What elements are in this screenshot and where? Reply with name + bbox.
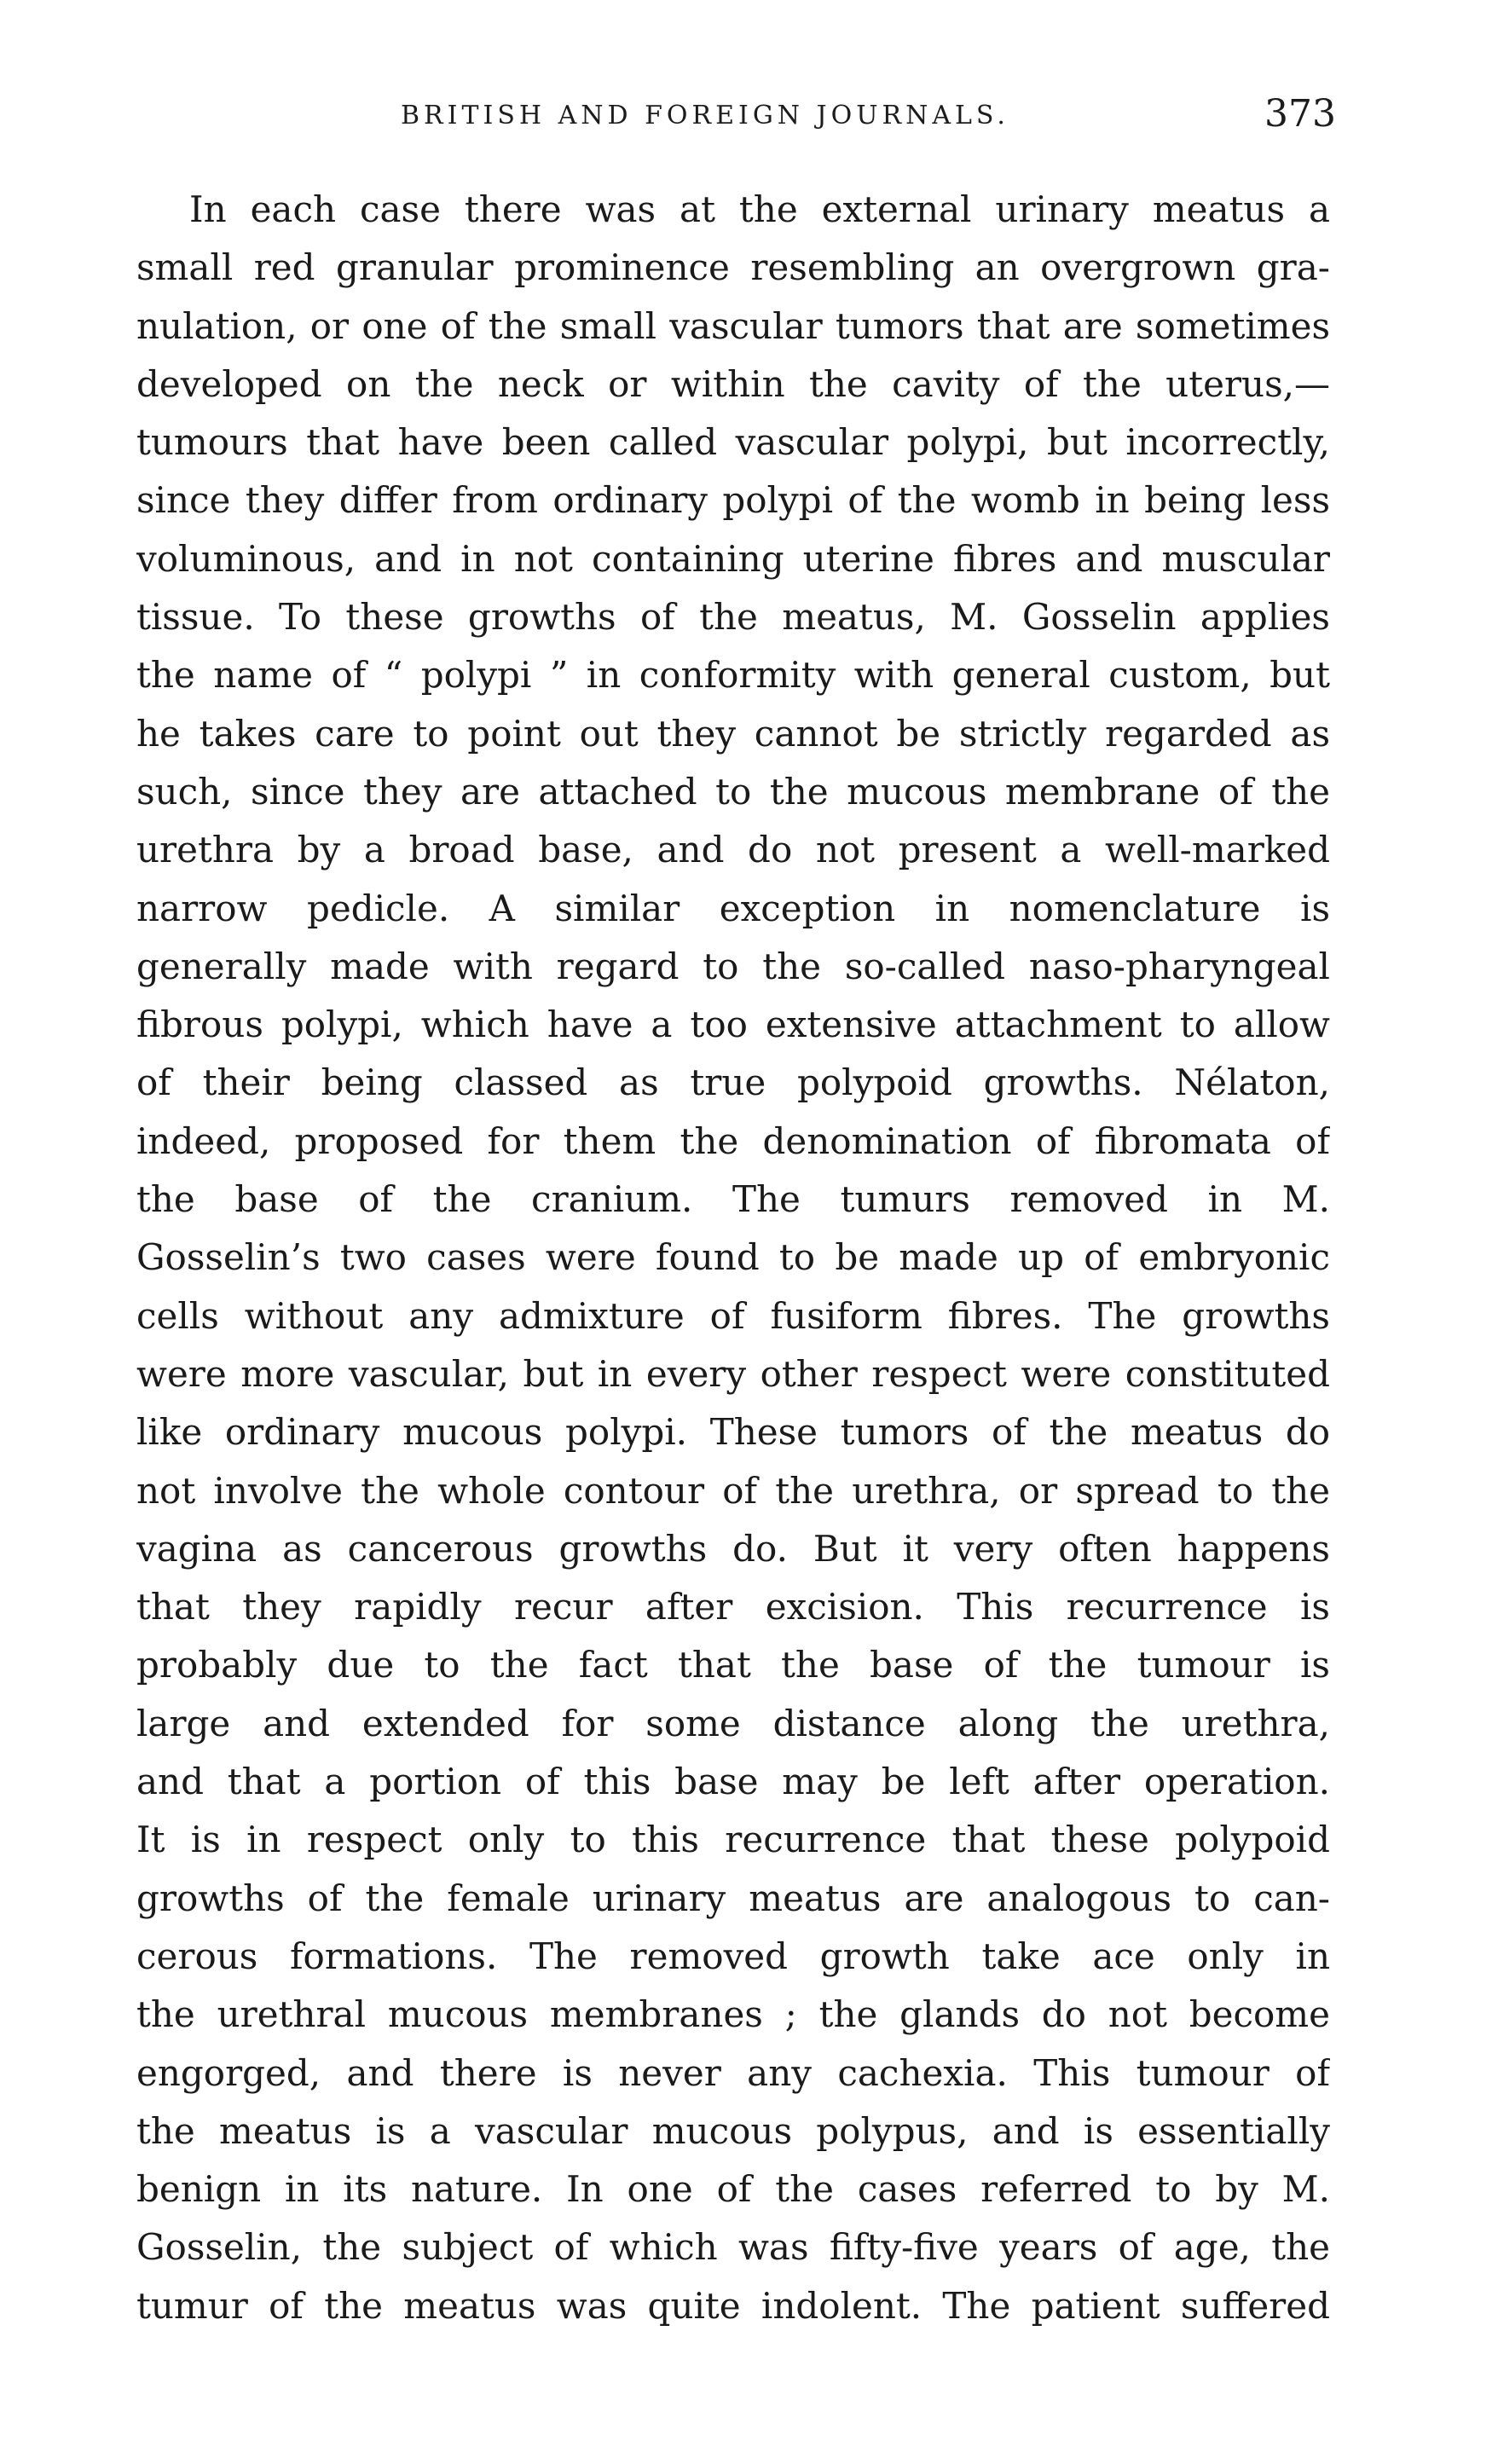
text-line: tumur of the meatus was quite indolent. The patient suffered	[136, 2284, 1330, 2327]
text-line: cerous formations. The removed growth take ace only in	[136, 1935, 1330, 1977]
text-line: fibrous polypi, which have a too extensive attachment to allow	[136, 1004, 1330, 1046]
text-line: the name of “ polypi ” in conformity with general custom, but	[136, 654, 1330, 697]
text-line: like ordinary mucous polypi. These tumors of the meatus do	[136, 1411, 1330, 1454]
text-line: small red granular prominence resembling an overgrown gra-	[136, 246, 1330, 289]
text-line: vagina as cancerous growths do. But it very often happens	[136, 1527, 1330, 1570]
text-line: Gosselin, the subject of which was fifty-five years of age, the	[136, 2226, 1330, 2269]
text-line: the meatus is a vascular mucous polypus, and is essentially	[136, 2109, 1330, 2152]
text-line: and that a portion of this base may be left after operation.	[136, 1761, 1330, 1803]
text-line: large and extended for some distance along the urethra,	[136, 1702, 1330, 1744]
text-line: urethra by a broad base, and do not present a well-marked	[136, 829, 1330, 871]
text-line: the urethral mucous membranes ; the glands do not become	[136, 1993, 1330, 2036]
text-line: such, since they are attached to the mucous membrane of the	[136, 770, 1330, 813]
text-line: tissue. To these growths of the meatus, M. Gosselin applies	[136, 596, 1330, 639]
running-head: BRITISH AND FOREIGN JOURNALS.	[401, 101, 1009, 130]
text-line: developed on the neck or within the cavity of the uterus,—	[136, 362, 1330, 405]
text-line: Gosselin’s two cases were found to be made up of embryonic	[136, 1236, 1330, 1279]
text-line: he takes care to point out they cannot be strictly regarded as	[136, 712, 1330, 755]
text-line: In each case there was at the external urinary meatus a	[189, 188, 1330, 230]
text-line: voluminous, and in not containing uterine fibres and muscular	[136, 537, 1330, 580]
text-line: the base of the cranium. The tumurs removed in M.	[136, 1178, 1330, 1221]
text-line: tumours that have been called vascular polypi, but incorrectly,	[136, 421, 1330, 464]
text-line: of their being classed as true polypoid growths. Nélaton,	[136, 1061, 1330, 1104]
text-line: were more vascular, but in every other respect were constituted	[136, 1352, 1330, 1395]
text-line: generally made with regard to the so-called naso-pharyngeal	[136, 945, 1330, 987]
text-line: that they rapidly recur after excision. This recurrence is	[136, 1586, 1330, 1628]
text-line: engorged, and there is never any cachexia. This tumour of	[136, 2051, 1330, 2094]
text-line: benign in its nature. In one of the cases referred to by M.	[136, 2168, 1330, 2211]
text-line: narrow pedicle. A similar exception in nomenclature is	[136, 887, 1330, 929]
text-line: nulation, or one of the small vascular tumors that are sometimes	[136, 304, 1330, 347]
text-line: cells without any admixture of fusiform fibres. The growths	[136, 1294, 1330, 1337]
text-line: growths of the female urinary meatus are analogous to can-	[136, 1877, 1330, 1919]
text-line: indeed, proposed for them the denomination of fibromata of	[136, 1119, 1330, 1162]
page-number: 373	[1264, 92, 1336, 136]
text-line: It is in respect only to this recurrence that these polypoid	[136, 1819, 1330, 1861]
text-line: not involve the whole contour of the urethra, or spread to the	[136, 1469, 1330, 1512]
text-line: since they differ from ordinary polypi of the womb in being less	[136, 479, 1330, 522]
text-line: probably due to the fact that the base of the tumour is	[136, 1644, 1330, 1686]
body-paragraph	[136, 181, 1330, 2335]
